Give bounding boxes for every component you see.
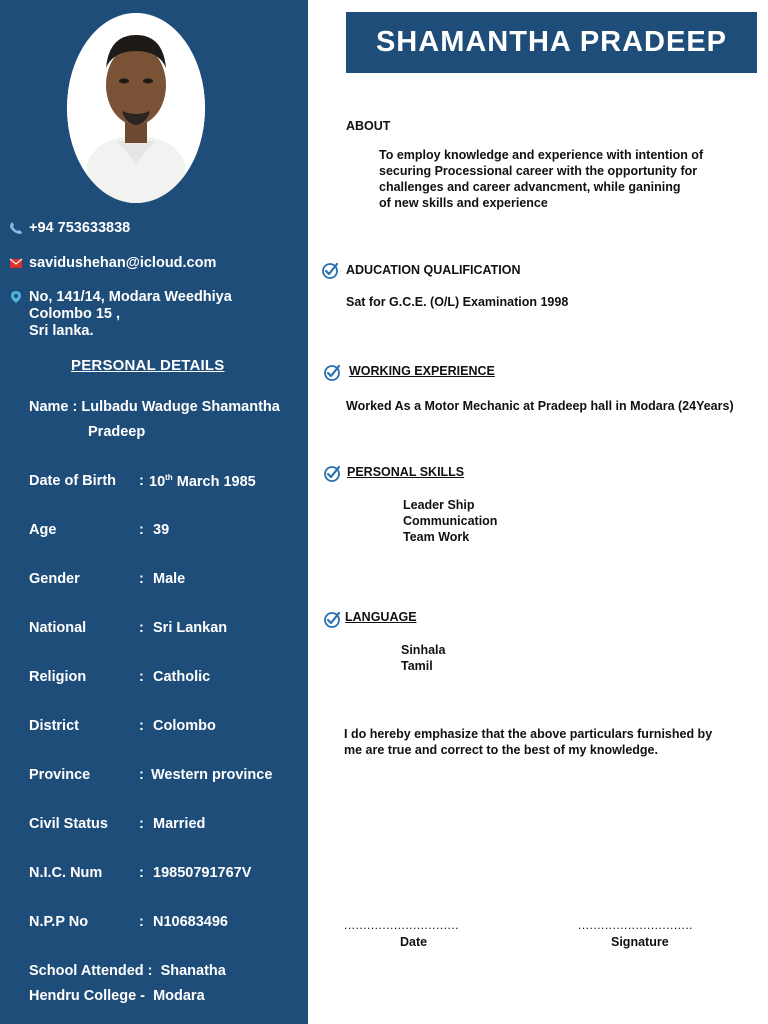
email-address: savidushehan@icloud.com [29, 255, 217, 271]
language-item: Sinhala [401, 643, 446, 657]
date-label: Date [400, 935, 428, 949]
detail-label: Gender [29, 571, 80, 587]
address-line-3: Sri lanka. [29, 323, 94, 339]
address-line-1: No, 141/14, Modara Weedhiya [29, 289, 232, 305]
experience-heading [349, 364, 495, 378]
mail-icon [9, 256, 23, 270]
checkmark-icon [323, 364, 341, 382]
skill-item: Leader Ship [403, 498, 475, 512]
language-heading [345, 610, 417, 624]
date-line: .............................. [344, 918, 460, 932]
phone-icon [9, 221, 23, 235]
dob-day: 10 [149, 473, 166, 490]
dob-label: Date of Birth [29, 473, 116, 489]
detail-label: Province [29, 767, 91, 783]
detail-value: 39 [153, 522, 170, 538]
detail-colon: : [139, 718, 144, 734]
detail-value: Catholic [153, 669, 211, 685]
signature-label: Signature [611, 935, 669, 949]
skill-item: Team Work [403, 530, 470, 544]
detail-value: N10683496 [153, 914, 228, 930]
detail-label: N.P.P No [29, 914, 89, 930]
detail-value: 19850791767V [153, 865, 252, 881]
detail-label: N.I.C. Num [29, 865, 103, 881]
detail-value: Western province [151, 767, 273, 783]
dob-rest: March 1985 [176, 473, 256, 490]
checkmark-icon [321, 262, 339, 280]
skill-item: Communication [403, 514, 498, 528]
sidebar [0, 0, 308, 1024]
profile-photo [67, 13, 205, 203]
about-text: To employ knowledge and experience with intention of securing Processional career with the opportunity for challenges and career advancment, while ganining of new skills and experience [379, 148, 704, 210]
skills-heading [347, 465, 464, 479]
experience-text: Worked As a Motor Mechanic at Pradeep hall in Modara (24Years) [346, 399, 734, 413]
location-pin-icon [9, 290, 23, 304]
dob-value [149, 473, 256, 490]
detail-label: District [29, 718, 79, 734]
personal-details-title: PERSONAL DETAILS [71, 357, 225, 374]
dob-colon: : [139, 473, 144, 489]
detail-colon: : [139, 767, 144, 783]
phone-number: +94 753633838 [29, 220, 131, 236]
detail-label: Religion [29, 669, 87, 685]
checkmark-icon [323, 465, 341, 483]
education-text: Sat for G.C.E. (O/L) Examination 1998 [346, 295, 569, 309]
about-heading: ABOUT [346, 119, 391, 133]
detail-value: Colombo [153, 718, 216, 734]
signature-line: .............................. [578, 918, 694, 932]
checkmark-icon [323, 611, 341, 629]
language-heading-text: LANGUAGE [345, 610, 417, 624]
declaration-text: I do hereby emphasize that the above particulars furnished by me are true and correct to the best of my knowledge. [344, 727, 713, 757]
detail-value: Married [153, 816, 206, 832]
detail-label: Age [29, 522, 57, 538]
detail-label: Civil Status [29, 816, 108, 832]
school-line-2: Hendru College - Modara [29, 988, 205, 1004]
detail-colon: : [139, 914, 144, 930]
name-line-cont: Pradeep [88, 424, 146, 440]
detail-colon: : [139, 620, 144, 636]
page-title: SHAMANTHA PRADEEP [346, 12, 757, 73]
school-line-1: School Attended : Shanatha [29, 963, 226, 979]
name-line: Name : Lulbadu Waduge Shamantha [29, 399, 280, 415]
skills-heading-text: PERSONAL SKILLS [347, 465, 465, 479]
detail-colon: : [139, 669, 144, 685]
education-heading: ADUCATION QUALIFICATION [346, 263, 521, 277]
detail-colon: : [139, 865, 144, 881]
experience-heading-text: WORKING EXPERIENCE [349, 364, 495, 378]
detail-value: Male [153, 571, 186, 587]
dob-sup: th [165, 473, 173, 482]
address-line-2: Colombo 15 , [29, 306, 121, 322]
language-item: Tamil [401, 659, 433, 673]
detail-colon: : [139, 522, 144, 538]
detail-colon: : [139, 571, 144, 587]
detail-label: National [29, 620, 87, 636]
detail-colon: : [139, 816, 144, 832]
detail-value: Sri Lankan [153, 620, 228, 636]
